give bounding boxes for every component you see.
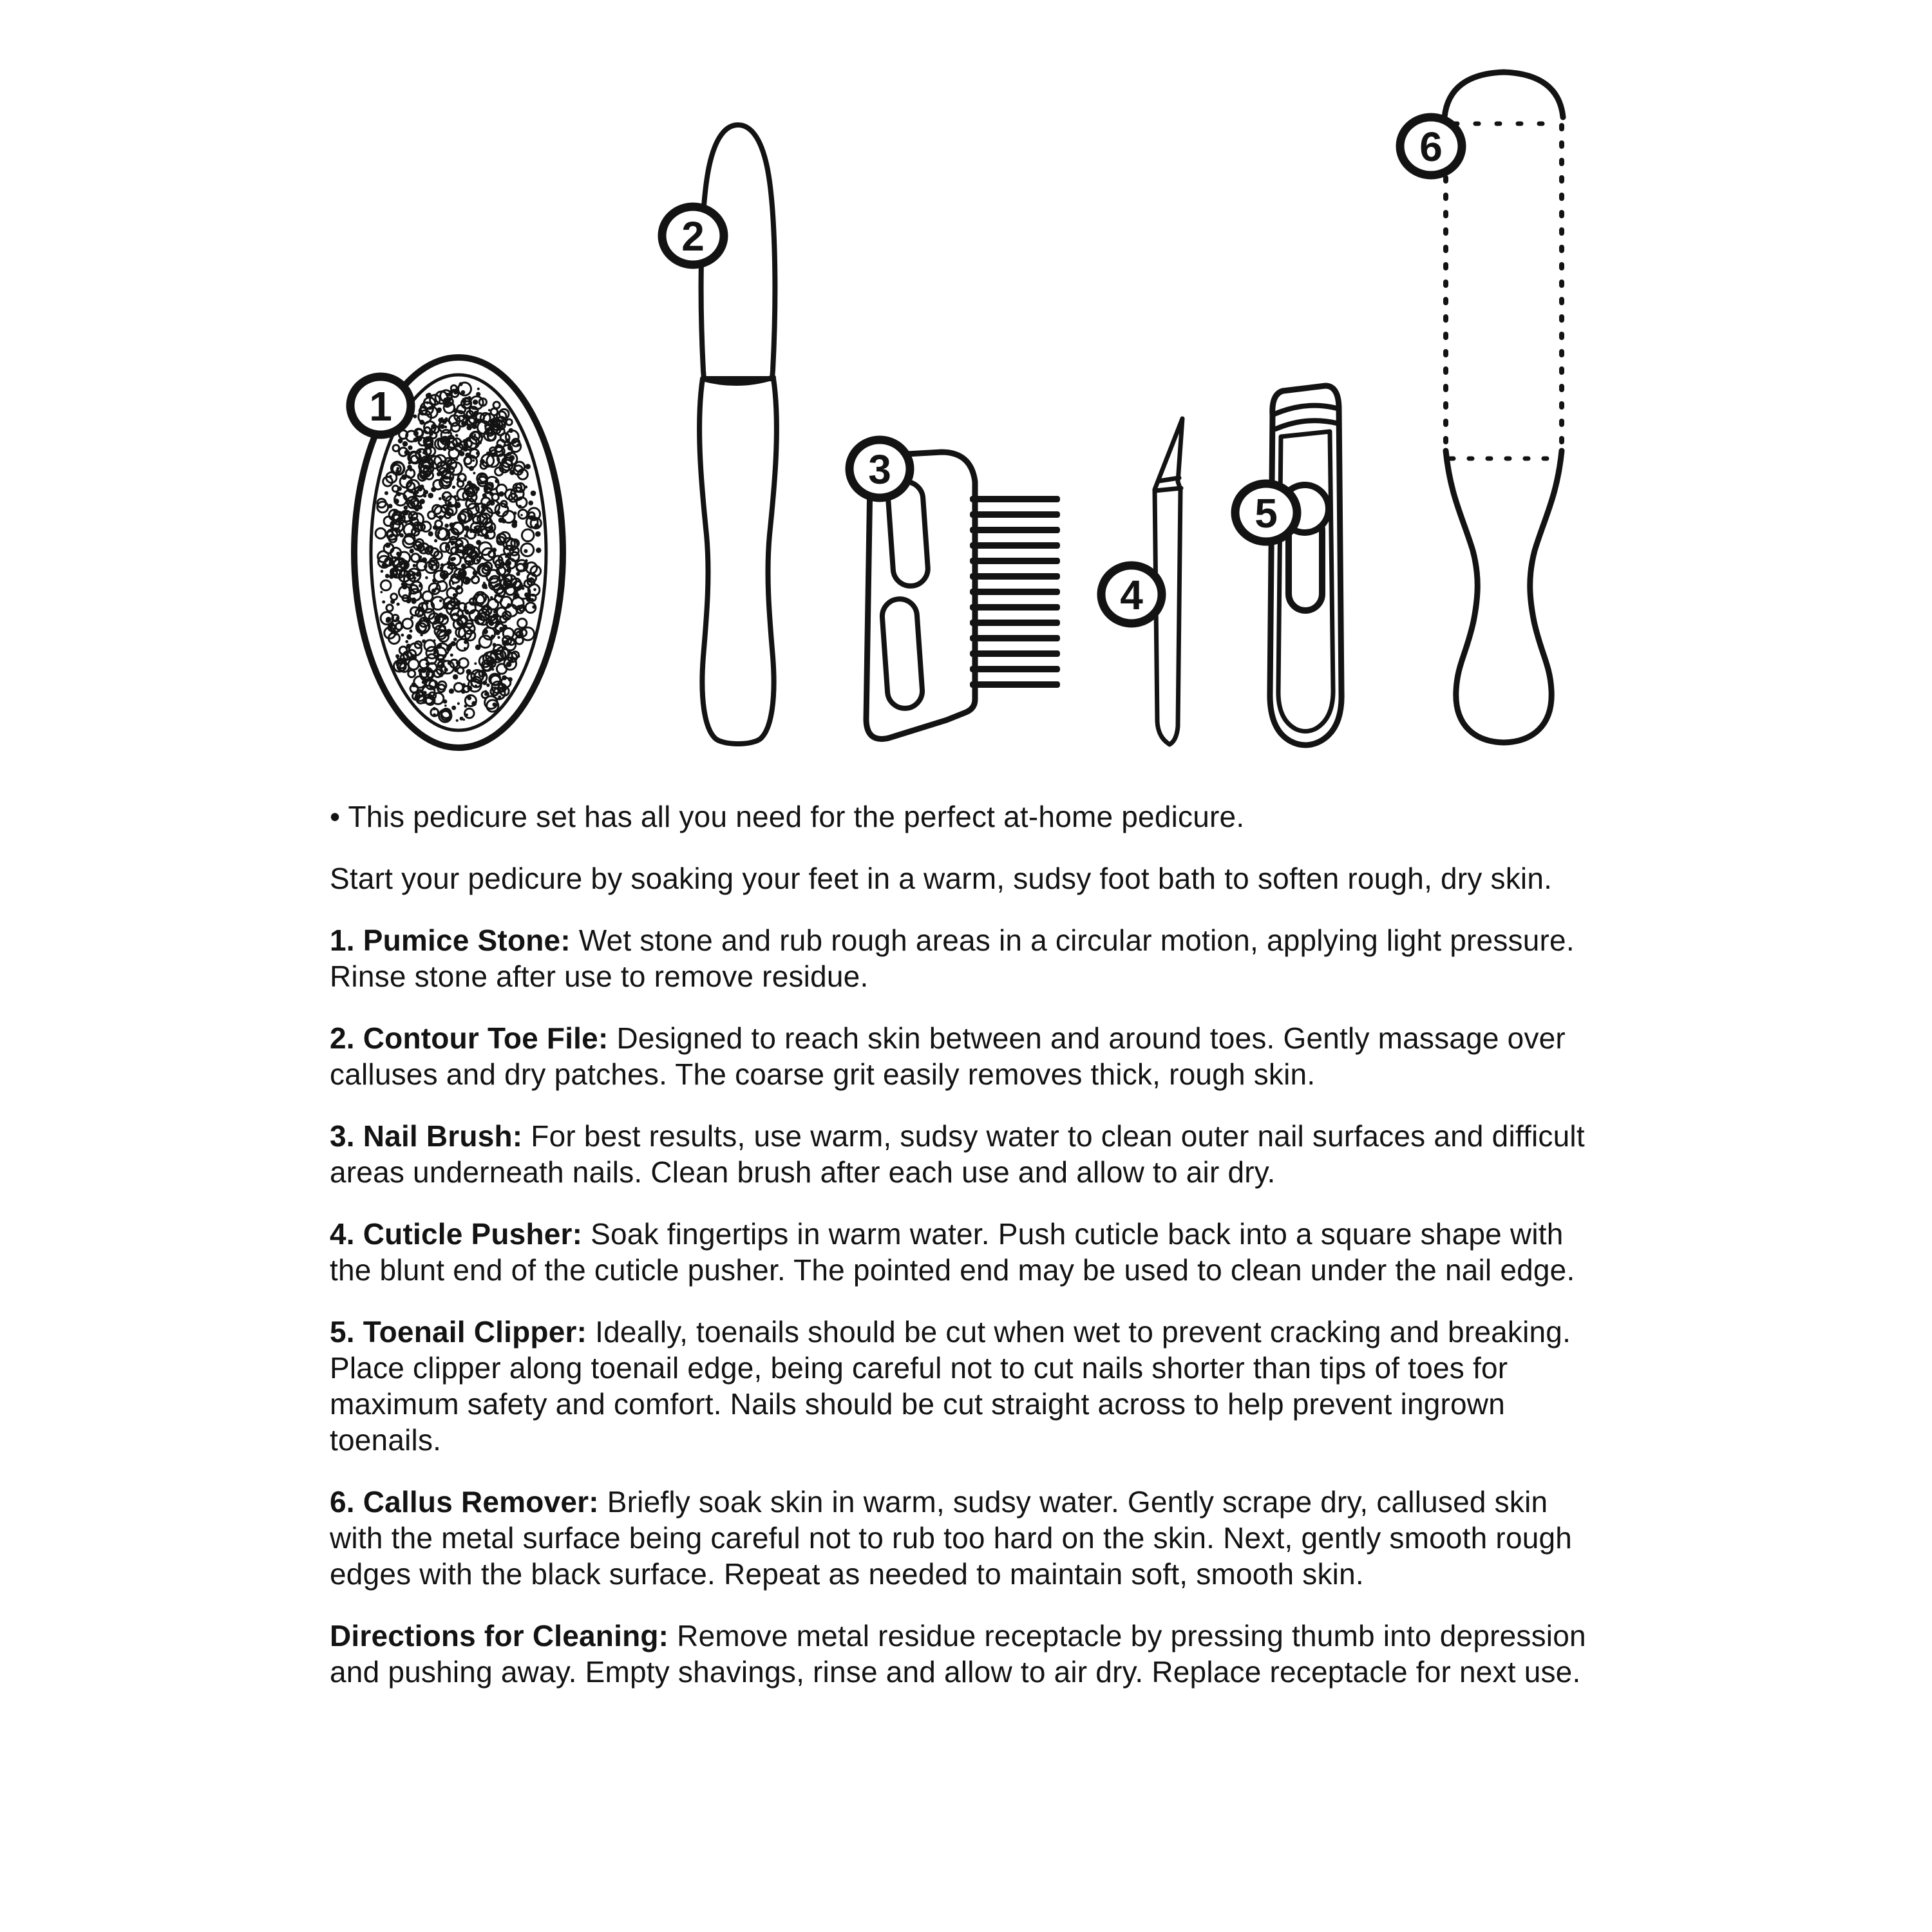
item-5-body: Ideally, toenails should be cut when wet to prevent cracking and breaking. Place clipper along toenail edge, being careful not to cut nails shorter than tips of toes for maximum safety and comfort. Nails should be cut straight across to help prevent ingrown toenails. [330,1315,1571,1457]
tool-3-badge [849,440,910,498]
cuticle-pusher-tip-line-2 [1155,488,1181,491]
cuticle-pusher-tip-line-1 [1159,478,1179,481]
item-2-paragraph [330,1020,1602,1092]
item-1-body: Wet stone and rub rough areas in a circular motion, applying light pressure. Rinse stone after use to remove residue. [330,923,1575,993]
tool-3-badge-number: 3 [868,446,891,493]
tool-5-badge [1235,484,1297,542]
bullet-glyph: • [330,800,341,833]
instructions-text [330,799,1602,1690]
callus-remover-illustration [1444,72,1563,743]
intro-paragraph: Start your pedicure by soaking your feet in a warm, sudsy foot bath to soften rough, dry skin. [330,862,1553,895]
pedicure-tools-diagram [0,0,1932,779]
item-6-heading: 6. Callus Remover: [330,1485,599,1519]
toe-file-handle [699,379,777,744]
tool-1-badge [350,377,411,435]
item-6-paragraph [330,1484,1602,1592]
tool-5-badge-number: 5 [1255,490,1278,536]
cleaning-paragraph [330,1618,1602,1690]
item-4-body: Soak fingertips in warm water. Push cuticle back into a square shape with the blunt end of the cuticle pusher. The pointed end may be used to clean under the nail edge. [330,1217,1575,1287]
item-3-body: For best results, use warm, sudsy water to clean outer nail surfaces and difficult areas underneath nails. Clean brush after each use and allow to air dry. [330,1119,1585,1189]
intro-bullet-line [330,799,1602,835]
item-4-paragraph [330,1216,1602,1288]
tool-2-badge [662,207,724,265]
intro-bullet-text: This pedicure set has all you need for the perfect at-home pedicure. [348,800,1245,833]
tool-2-badge-number: 2 [681,213,705,260]
item-3-paragraph [330,1118,1602,1190]
item-4-heading: 4. Cuticle Pusher: [330,1217,583,1251]
item-5-paragraph [330,1314,1602,1458]
item-1-heading: 1. Pumice Stone: [330,923,571,957]
tool-4-badge-number: 4 [1120,572,1143,618]
item-1-paragraph [330,922,1602,994]
callus-remover-head-top [1444,72,1563,117]
nail-brush-bristles [970,496,1060,688]
item-3-heading: 3. Nail Brush: [330,1119,523,1153]
cleaning-body: Remove metal residue receptacle by pressing thumb into depression and pushing away. Empty shavings, rinse and allow to air dry. Replace receptacle for next use. [330,1619,1586,1689]
tool-1-badge-number: 1 [369,383,392,430]
callus-remover-handle [1446,451,1562,743]
tool-6-badge [1400,117,1462,175]
nail-brush-grip-slot-lower [881,598,923,709]
tool-6-badge-number: 6 [1419,124,1443,170]
cleaning-heading: Directions for Cleaning: [330,1619,669,1653]
tool-4-badge [1101,565,1162,623]
item-6-body: Briefly soak skin in warm, sudsy water. Gently scrape dry, callused skin with the metal surface being careful not to rub too hard on the skin. Next, gently smooth rough edges with the black surface. Repeat as needed to maintain soft, smooth skin. [330,1485,1573,1591]
item-5-heading: 5. Toenail Clipper: [330,1315,587,1349]
toenail-clipper-illustration [1270,386,1341,745]
item-2-body: Designed to reach skin between and around toes. Gently massage over calluses and dry patches. The coarse grit easily removes thick, rough skin. [330,1021,1566,1091]
item-2-heading: 2. Contour Toe File: [330,1021,609,1055]
